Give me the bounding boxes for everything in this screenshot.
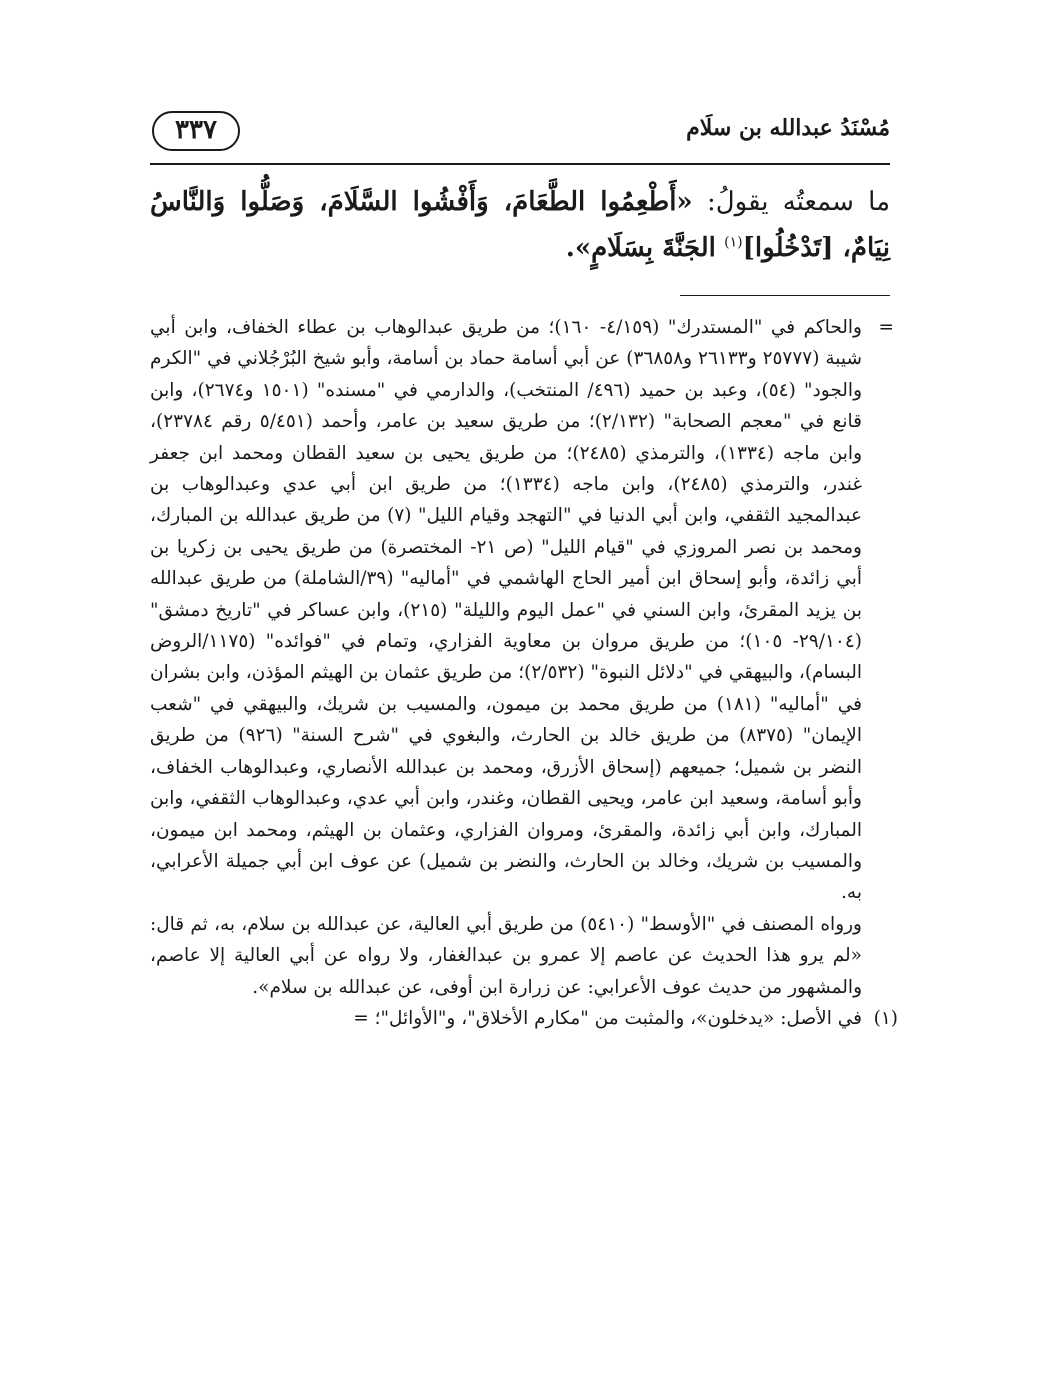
footnote-1-text: في الأصل: «يدخلون»، والمثبت من "مكارم الأخلاق"، و"الأوائل"؛ = (353, 1007, 862, 1029)
intro-text: ما سمعتُه يقولُ: (706, 187, 891, 217)
footnote-divider (680, 295, 890, 296)
hadith-text: «أَطْعِمُوا الطَّعَامَ، وَأَفْشُوا السَّلَامَ، وَصَلُّوا وَالنَّاسُ نِيَامٌ، [تَدْخُلُوا] (150, 187, 890, 263)
page (150, 95, 898, 1034)
running-title: مُسْنَدُ عبدالله بن سلَام (686, 115, 890, 141)
continuation-marker: = (878, 317, 894, 338)
page-number-badge: ٣٣٧ (152, 111, 240, 151)
footnote-continuation (150, 312, 894, 1003)
footnotes (150, 312, 898, 1034)
footnote-1 (150, 1003, 898, 1034)
footnote-second-paragraph: ورواه المصنف في "الأوسط" (٥٤١٠) من طريق أبي العالية، عن عبدالله بن سلام، به، ثم قال: «لم يرو هذا الحديث عن عاصم إلا عمرو بن عبدالغفار، ولا رواه عن أبي العالية إلا عاصم، والمشهور من حديث عوف الأعرابي: عن زرارة ابن أوفى، عن عبدالله بن سلام». (150, 913, 862, 998)
footnote-1-number: (١) (873, 1007, 898, 1029)
page-header (150, 95, 890, 165)
hadith-text-end: الجَنَّةَ بِسَلَامٍ». (565, 233, 716, 263)
main-text (150, 179, 890, 271)
footnote-reference[interactable]: (١) (724, 234, 743, 251)
footnote-continuation-text: والحاكم في "المستدرك" (٤/١٥٩- ١٦٠)؛ من طريق عبدالوهاب بن عطاء الخفاف، وابن أبي شيبة (٢٥٧٧٧ و٢٦١٣٣ و٣٦٨٥٨) عن أبي أسامة حماد بن أسامة، وأبو شيخ البُرْجُلاني في "الكرم والجود" (٥٤)، وعبد بن حميد (٤٩٦/ المنتخب)، والدارمي في "مسنده" (١٥٠١ و٢٦٧٤)، وابن قانع في "معجم الصحابة" (٢/١٣٢)؛ من طريق سعيد بن عامر، وأحمد (٥/٤٥١ رقم ٢٣٧٨٤)، وابن ماجه (١٣٣٤)، والترمذي (٢٤٨٥)؛ من طريق يحيى بن سعيد القطان ومحمد ابن جعفر غندر، والترمذي (٢٤٨٥)، وابن ماجه (١٣٣٤)؛ من طريق ابن أبي عدي وعبدالوهاب بن عبدالمجيد الثقفي، وابن أبي الدنيا في "التهجد وقيام الليل" (٧) من طريق عبدالله بن المبارك، ومحمد بن نصر المروزي في "قيام الليل" (ص ٢١- المختصرة) من طريق يحيى بن زكريا بن أبي زائدة، وأبو إسحاق ابن أمير الحاج الهاشمي في "أماليه" (٣٩/الشاملة) من طريق عبدالله بن يزيد المقرئ، وابن السني في "عمل اليوم والليلة" (٢١٥)، وابن عساكر في "تاريخ دمشق" (٢٩/١٠٤- ١٠٥)؛ من طريق مروان بن معاوية الفزاري، وتمام في "فوائده" (١١٧٥/الروض البسام)، والبيهقي في "دلائل النبوة" (٢/٥٣٢)؛ من طريق عثمان بن الهيثم المؤذن، وابن بشران في "أماليه" (١٨١) من طريق محمد بن ميمون، والمسيب بن شريك، والبيهقي في "شعب الإيمان" (٨٣٧٥) من طريق خالد بن الحارث، والبغوي في "شرح السنة" (٩٢٦) من طريق النضر بن شميل؛ جميعهم (إسحاق الأزرق، ومحمد بن عبدالله الأنصاري، وعبدالوهاب الخفاف، وأبو أسامة، وسعيد ابن عامر، ويحيى القطان، وغندر، وابن أبي عدي، وعبدالوهاب الثقفي، وابن المبارك، وابن أبي زائدة، والمقرئ، ومروان الفزاري، وعثمان بن الهيثم، ومحمد ابن ميمون، والمسيب بن شريك، وخالد بن الحارث، والنضر بن شميل) عن عوف ابن أبي جميلة الأعرابي، به. (150, 317, 863, 904)
